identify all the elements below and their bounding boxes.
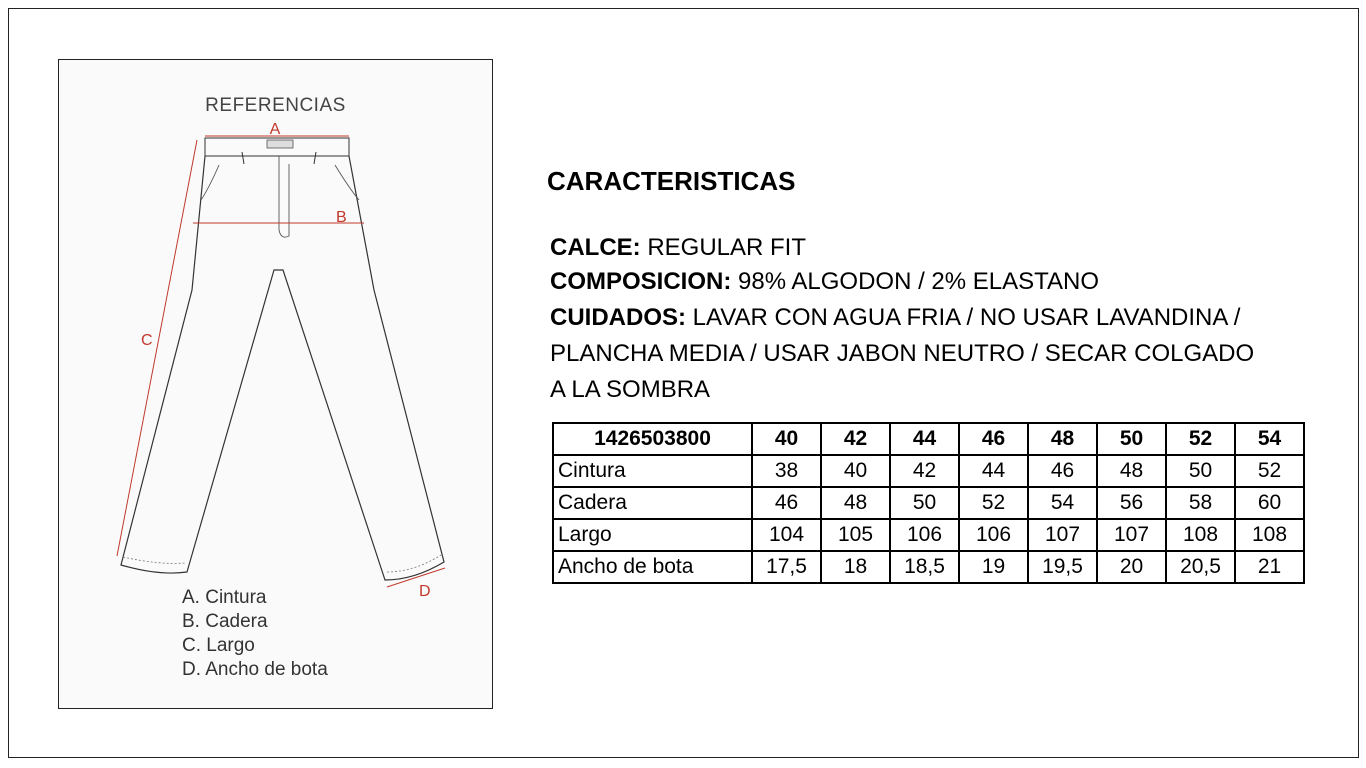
size-table	[552, 422, 1305, 584]
table-cell: 105	[821, 519, 890, 551]
size-header: 46	[959, 423, 1028, 455]
dimension-c-letter: C	[141, 332, 153, 349]
row-label: Cintura	[553, 455, 752, 487]
table-cell: 40	[821, 455, 890, 487]
table-cell: 17,5	[752, 551, 821, 583]
dimension-d-line	[387, 568, 445, 587]
spec-calce	[550, 234, 806, 262]
row-label: Cadera	[553, 487, 752, 519]
table-row	[553, 487, 1304, 519]
table-cell: 19,5	[1028, 551, 1097, 583]
table-cell: 107	[1028, 519, 1097, 551]
size-header: 42	[821, 423, 890, 455]
size-header: 52	[1166, 423, 1235, 455]
spec-cuidados	[550, 304, 1240, 332]
table-cell: 48	[1097, 455, 1166, 487]
table-row	[553, 455, 1304, 487]
cuidados-line-3: A LA SOMBRA	[550, 376, 711, 403]
size-header: 44	[890, 423, 959, 455]
label-patch	[267, 140, 293, 148]
reference-title: REFERENCIAS	[205, 95, 346, 116]
reference-panel	[58, 59, 493, 709]
table-cell: 56	[1097, 487, 1166, 519]
composicion-value: 98% ALGODON / 2% ELASTANO	[738, 268, 1100, 295]
product-code: 1426503800	[553, 423, 752, 455]
cuidados-line-1: LAVAR CON AGUA FRIA / NO USAR LAVANDINA /	[692, 304, 1241, 331]
spec-composicion	[550, 268, 1099, 296]
table-cell: 60	[1235, 487, 1304, 519]
dimension-a-letter: A	[269, 121, 281, 138]
legend-item: D. Ancho de bota	[182, 659, 328, 680]
pants-outline	[121, 156, 444, 580]
table-cell: 58	[1166, 487, 1235, 519]
table-cell: 18,5	[890, 551, 959, 583]
table-cell: 107	[1097, 519, 1166, 551]
table-cell: 42	[890, 455, 959, 487]
table-cell: 106	[890, 519, 959, 551]
legend-item: B. Cadera	[182, 611, 268, 632]
row-label: Largo	[553, 519, 752, 551]
calce-value: REGULAR FIT	[647, 234, 807, 261]
size-header: 54	[1235, 423, 1304, 455]
table-cell: 52	[959, 487, 1028, 519]
right-hem	[387, 555, 441, 572]
table-cell: 18	[821, 551, 890, 583]
cuidados-line-2: PLANCHA MEDIA / USAR JABON NEUTRO / SECAR COLGADO	[550, 340, 1255, 367]
composicion-label: COMPOSICION:	[550, 268, 732, 295]
dimension-d-letter: D	[419, 583, 431, 600]
legend-item: C. Largo	[182, 635, 255, 656]
table-cell: 20	[1097, 551, 1166, 583]
table-cell: 108	[1166, 519, 1235, 551]
table-row	[553, 519, 1304, 551]
table-cell: 48	[821, 487, 890, 519]
cuidados-label: CUIDADOS:	[550, 304, 686, 331]
table-cell: 20,5	[1166, 551, 1235, 583]
table-cell: 54	[1028, 487, 1097, 519]
table-cell: 38	[752, 455, 821, 487]
table-cell: 104	[752, 519, 821, 551]
table-cell: 50	[890, 487, 959, 519]
size-header: 50	[1097, 423, 1166, 455]
size-header: 40	[752, 423, 821, 455]
table-cell: 108	[1235, 519, 1304, 551]
table-cell: 46	[752, 487, 821, 519]
row-label: Ancho de bota	[553, 551, 752, 583]
dimension-c-line	[117, 140, 197, 556]
table-row	[553, 551, 1304, 583]
fly-stitch	[279, 156, 289, 237]
size-header: 48	[1028, 423, 1097, 455]
reference-legend	[182, 586, 328, 682]
calce-label: CALCE:	[550, 234, 641, 261]
left-hem	[123, 557, 185, 563]
right-pocket	[335, 165, 359, 200]
table-cell: 21	[1235, 551, 1304, 583]
characteristics-title: CARACTERISTICAS	[547, 166, 796, 196]
table-cell: 50	[1166, 455, 1235, 487]
size-header-row	[553, 423, 1304, 455]
table-cell: 19	[959, 551, 1028, 583]
legend-item: A. Cintura	[182, 587, 267, 608]
table-cell: 52	[1235, 455, 1304, 487]
table-cell: 46	[1028, 455, 1097, 487]
table-cell: 106	[959, 519, 1028, 551]
dimension-b-letter: B	[336, 209, 347, 226]
table-cell: 44	[959, 455, 1028, 487]
